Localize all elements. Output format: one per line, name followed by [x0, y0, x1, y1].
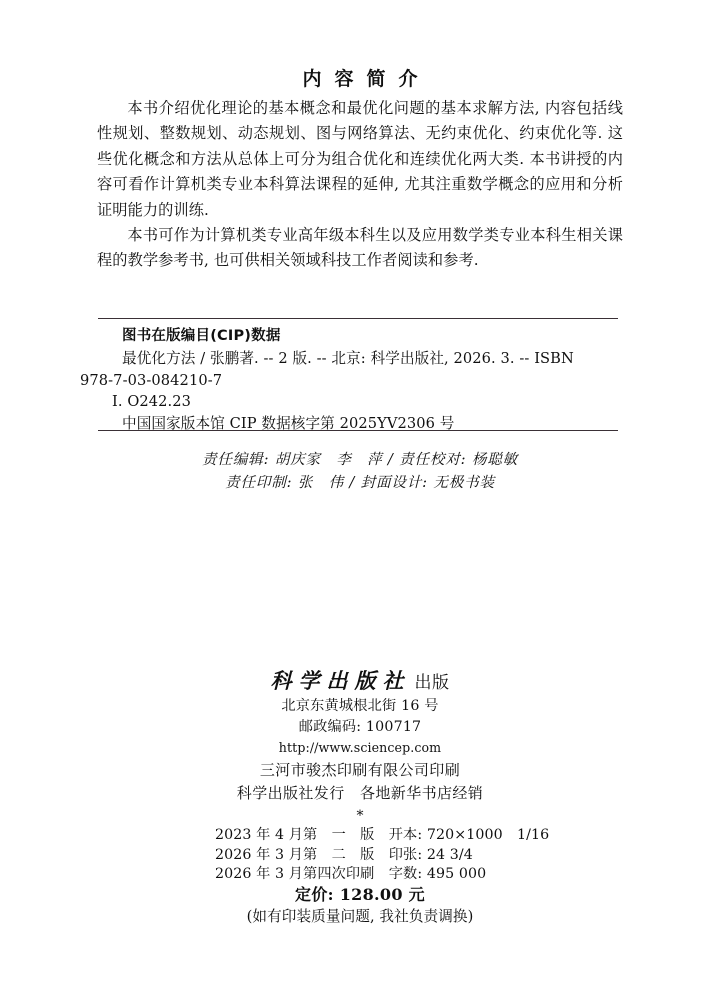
publisher-website: http://www.sciencep.com: [278, 740, 442, 755]
publisher-logo-line: [0, 668, 720, 696]
credits-block: [0, 448, 720, 494]
responsible-editor-line: 责任编辑: 胡庆家 李 萍 / 责任校对: 杨聪敏: [202, 451, 518, 468]
publisher-block: [0, 668, 720, 758]
price-block: [0, 884, 720, 928]
asterisk-separator: *: [356, 808, 364, 824]
science-press-logo: 科学出版社: [270, 668, 411, 693]
cip-title-line: 最优化方法 / 张鹏著. -- 2 版. -- 北京: 科学出版社, 2026. 3. -- ISBN: [122, 350, 574, 367]
cip-isbn-line: 978-7-03-084210-7: [80, 371, 223, 389]
distribution-line: 科学出版社发行 各地新华书店经销: [236, 784, 484, 802]
publisher-logo-suffix: 出版: [414, 673, 450, 693]
edition-printing-line: 2026 年 3 月第四次印刷 字数: 495 000: [215, 866, 487, 883]
cip-data-block: [80, 324, 640, 434]
price-line: 定价: 128.00 元: [295, 885, 425, 904]
abstract-paragraph-1: 本书介绍优化理论的基本概念和最优化问题的基本求解方法, 内容包括线性规划、整数规划、动态规划、图与网络算法、无约束优化、约束优化等. 这些优化概念和方法从总体上可分为组合优化和连续优化两大类. 本书讲授的内容可看作计算机类专业本科算法课程的延伸, 尤其注重数学概念的应用和分析证明能力的训练.: [97, 99, 623, 219]
abstract-paragraph-2: 本书可作为计算机类专业高年级本科生以及应用数学类专业本科生相关课程的教学参考书, 也可供相关领域科技工作者阅读和参考.: [97, 226, 623, 270]
cip-heading: 图书在版编目(CIP)数据: [122, 328, 281, 344]
edition-first-line: 2023 年 4 月第 一 版 开本: 720×1000 1/16: [215, 827, 550, 843]
quality-notice: (如有印装质量问题, 我社负责调换): [246, 908, 474, 925]
cip-classification-line: Ⅰ. O242.23: [112, 393, 192, 410]
printer-line: 三河市骏杰印刷有限公司印刷: [259, 761, 461, 779]
cip-verification-line: 中国国家版本馆 CIP 数据核字第 2025YV2306 号: [122, 414, 455, 432]
cip-bottom-rule: [98, 430, 618, 431]
cip-top-rule: [98, 318, 618, 319]
edition-second-line: 2026 年 3 月第 二 版 印张: 24 3/4: [215, 846, 473, 863]
abstract-body: [97, 96, 623, 274]
publisher-address: 北京东黄城根北街 16 号: [281, 698, 439, 714]
publisher-postcode: 邮政编码: 100717: [298, 719, 422, 735]
responsible-printing-line: 责任印制: 张 伟 / 封面设计: 无极书装: [225, 474, 495, 491]
printing-block: [0, 759, 720, 826]
abstract-section-title: 内容简介: [302, 68, 431, 90]
edition-stats-block: [215, 826, 550, 885]
